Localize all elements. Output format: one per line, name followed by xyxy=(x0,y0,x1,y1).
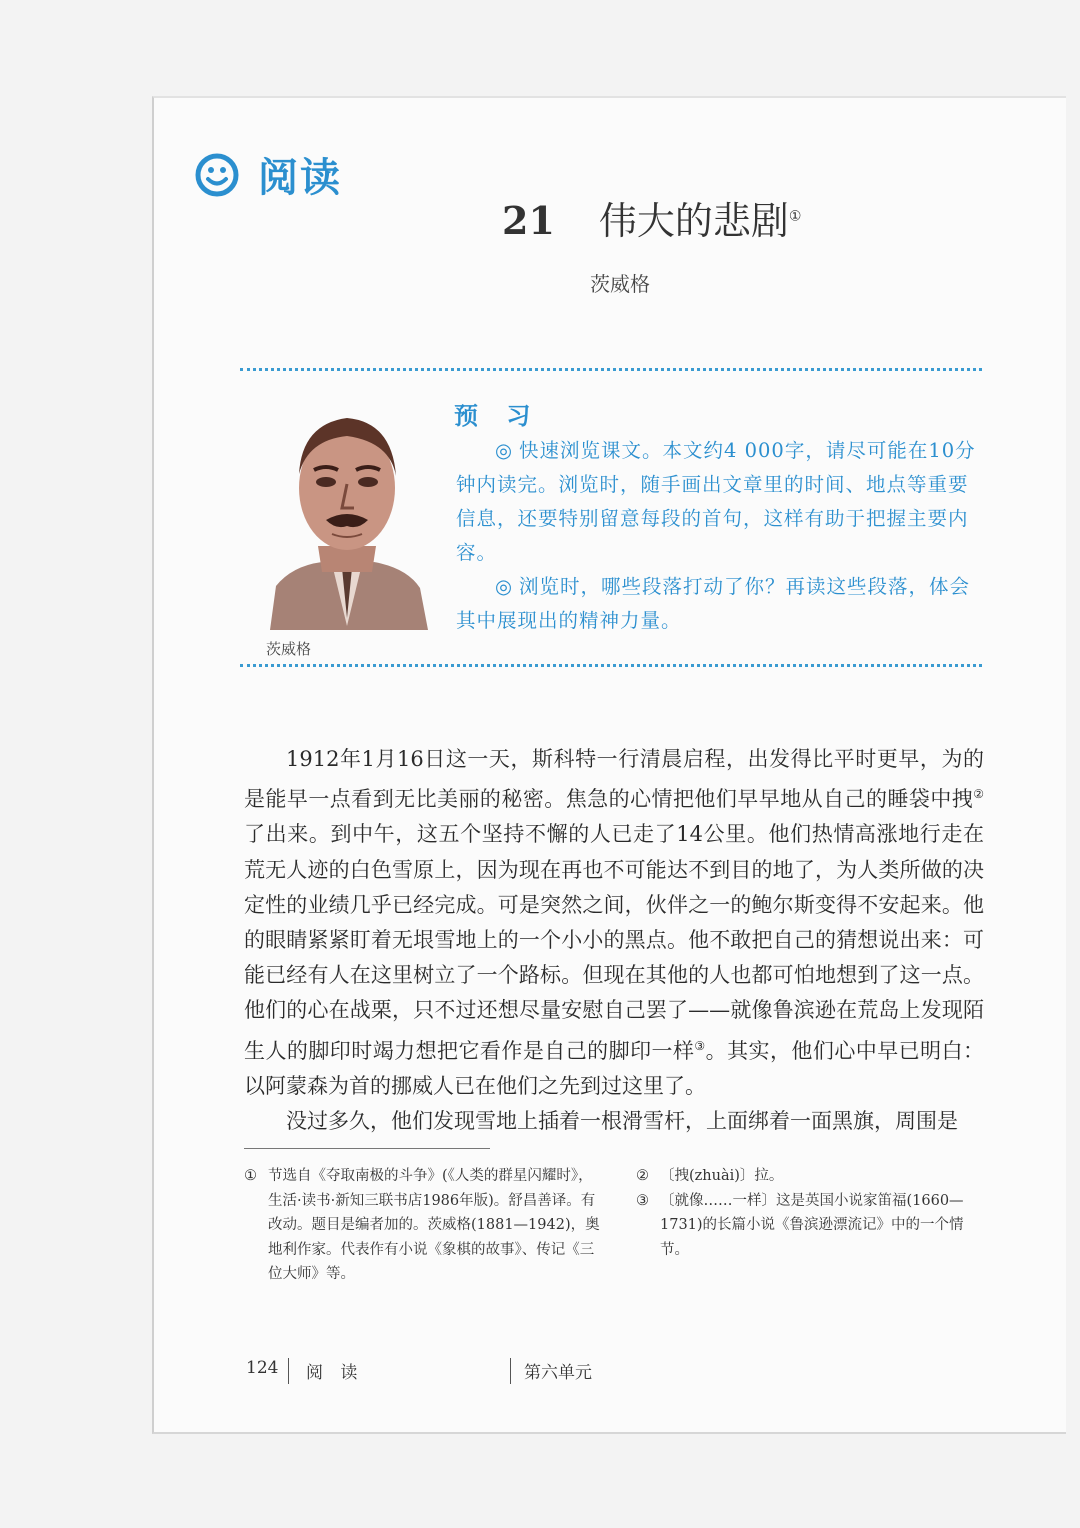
bullet-icon: ◎ xyxy=(495,575,514,598)
body-paragraph-1: 1912年1月16日这一天，斯科特一行清晨启程，出发得比平时更早，为的是能早一点看到无比美丽的秘密。焦急的心情把他们早早地从自己的睡袋中拽②了出来。到中午，这五个坚持不懈的人已走了14公里。他们热情高涨地行走在荒无人迹的白色雪原上，因为现在再也不可能达不到目的地了，为人类所做的决定性的业绩几乎已经完成。可是突然之间，伙伴之一的鲍尔斯变得不安起来。他的眼睛紧紧盯着无垠雪地上的一个小小的黑点。他不敢把自己的猜想说出来：可能已经有人在这里树立了一个路标。但现在其他的人也都可怕地想到了这一点。他们的心在战栗，只不过还想尽量安慰自己罢了——就像鲁滨逊在荒岛上发现陌生人的脚印时竭力想把它看作是自己的脚印一样③。其实，他们心中早已明白：以阿蒙森为首的挪威人已在他们之先到过这里了。 xyxy=(244,747,985,1098)
footer-section: 阅 读 xyxy=(306,1363,364,1383)
footer-divider xyxy=(510,1358,511,1384)
footnote-rule xyxy=(244,1148,490,1149)
main-text xyxy=(244,742,984,1139)
bullet-icon: ◎ xyxy=(495,439,514,462)
footnote-item: ① 节选自《夺取南极的斗争》(《人类的群星闪耀时》，生活·读书·新知三联书店1986年版)。舒昌善译。有改动。题目是编者加的。茨威格(1881—1942)，奥地利作家。代表作有小说《象棋的故事》、传记《三位大师》等。 xyxy=(244,1168,600,1282)
section-header xyxy=(194,146,342,203)
smiley-icon xyxy=(194,152,240,198)
footnote-marker: ③ xyxy=(694,1038,706,1053)
preview-paragraph: ◎ 浏览时，哪些段落打动了你？再读这些段落，体会其中展现出的精神力量。 xyxy=(456,575,971,632)
body-paragraph-2: 没过多久，他们发现雪地上插着一根滑雪杆，上面绑着一面黑旗，周围是 xyxy=(286,1109,958,1134)
author-portrait xyxy=(262,396,432,630)
preview-box xyxy=(456,434,984,638)
section-label: 阅读 xyxy=(258,155,342,201)
footer-unit: 第六单元 xyxy=(524,1363,592,1383)
author-name: 茨威格 xyxy=(590,272,650,296)
footnotes-left xyxy=(244,1164,600,1287)
lesson-title-text: 伟大的悲剧 xyxy=(598,199,789,243)
footnote-marker: ② xyxy=(973,787,984,802)
footer-divider xyxy=(288,1358,289,1384)
page-number: 124 xyxy=(246,1358,279,1378)
footnotes-right xyxy=(636,1164,986,1262)
lesson-number: 21 xyxy=(502,198,555,243)
dotted-divider-bottom xyxy=(240,664,982,667)
preview-heading: 预 习 xyxy=(454,401,541,430)
preview-paragraph: ◎ 快速浏览课文。本文约4 000字，请尽可能在10分钟内读完。浏览时，随手画出文章里的时间、地点等重要信息，还要特别留意每段的首句，这样有助于把握主要内容。 xyxy=(456,439,976,564)
lesson-title xyxy=(502,190,801,245)
footnote-item: ③ 〔就像……一样〕这是英国小说家笛福(1660—1731)的长篇小说《鲁滨逊漂流记》中的一个情节。 xyxy=(636,1192,964,1258)
dotted-divider-top xyxy=(240,368,982,371)
footnote-item: ② 〔拽(zhuài)〕拉。 xyxy=(636,1168,784,1184)
title-footnote-marker: ① xyxy=(788,208,802,225)
portrait-caption: 茨威格 xyxy=(266,640,312,658)
